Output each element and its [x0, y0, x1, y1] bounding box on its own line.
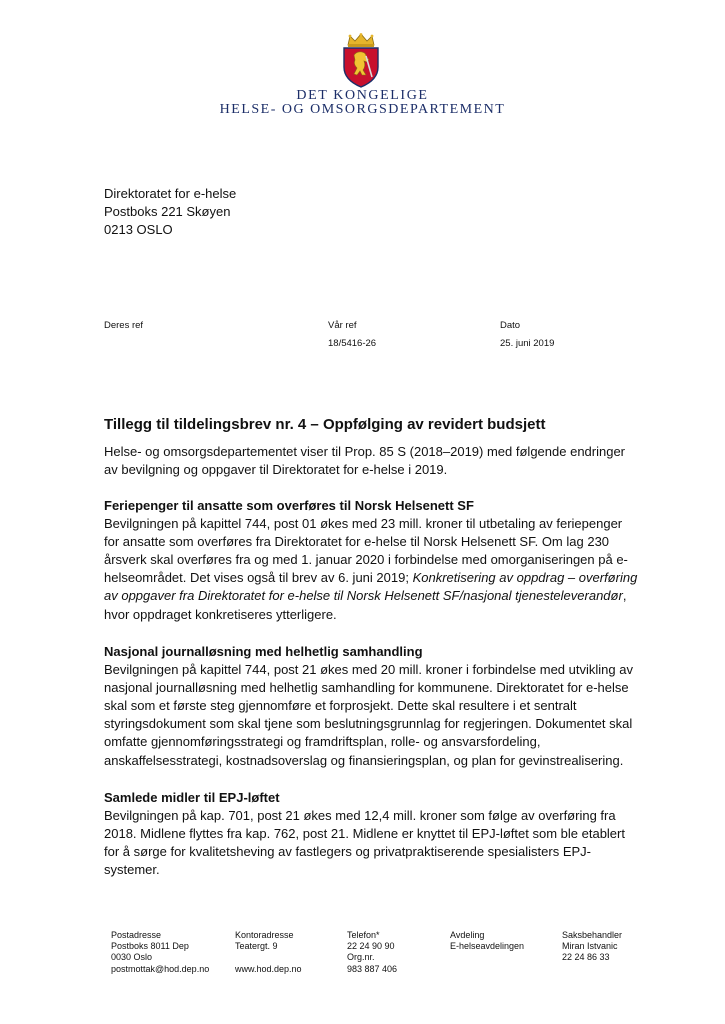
- body-line: 2018. Midlene flyttes fra kap. 762, post 21. Midlene er knyttet til EPJ-løftet som ble etablert: [104, 826, 625, 842]
- section-feriepenger: [104, 497, 649, 624]
- date-value: 25. juni 2019: [500, 338, 555, 349]
- footer-label: Postadresse: [111, 930, 162, 940]
- body-line: Bevilgningen på kapittel 744, post 21 økes med 20 mill. kroner i forbindelse med utvikling av: [104, 662, 633, 678]
- body-text: ,: [622, 588, 627, 604]
- body-line: for ansatte som overføres fra Direktoratet for e-helse til Norsk Helsenett SF. Om lag 230: [104, 534, 610, 550]
- body-line: omfatte gjennomføringsstrategi og framdriftsplan, rolle- og ansvarsfordeling,: [104, 734, 541, 750]
- body-line-mixed: [104, 587, 649, 605]
- body-line: for å sørge for kvalitetsheving av fastlegers og privatpraktiserende spesialisters EPJ-: [104, 844, 591, 860]
- body-line: Bevilgningen på kapittel 744, post 01 økes med 23 mill. kroner til utbetaling av feriepenger: [104, 516, 623, 532]
- section-epj-loeftet: [104, 789, 649, 879]
- footer-label: Saksbehandler: [562, 930, 623, 940]
- deres-ref-label: Deres ref: [104, 320, 144, 331]
- footer-value: 983 887 406: [347, 963, 398, 974]
- ministry-name-line2: HELSE- OG OMSORGSDEPARTEMENT: [219, 102, 506, 117]
- footer-label: Telefon*: [347, 930, 380, 940]
- footer-saksbehandler: [562, 930, 622, 964]
- footer-value: Teatergt. 9: [235, 941, 278, 952]
- var-ref-label: Vår ref: [328, 320, 357, 331]
- body-line-mixed: [104, 569, 649, 587]
- section-heading: Feriepenger til ansatte som overføres til Norsk Helsenett SF: [104, 498, 474, 513]
- body-line: nasjonal journalløsning med helhetlig samhandling for kommunene. Direktoratet for e-helse: [104, 680, 629, 696]
- footer-postadresse: [111, 930, 209, 975]
- footer-label: Avdeling: [450, 930, 485, 940]
- footer-email-link[interactable]: postmottak@hod.dep.no: [111, 963, 210, 974]
- recipient-name: Direktoratet for e-helse: [104, 186, 237, 201]
- italic-reference: av oppgaver fra Direktoratet for e-helse til Norsk Helsenett SF/nasjonal tjenesteleverandør: [104, 588, 623, 604]
- body-line: anskaffelsesstrategi, kostnadsoverslag og finansieringsplan, og plan for gevinstrealisering.: [104, 752, 624, 768]
- recipient-street: Postboks 221 Skøyen: [104, 204, 231, 219]
- footer-label: Kontoradresse: [235, 930, 294, 940]
- body-line: Bevilgningen på kap. 701, post 21 økes med 12,4 mill. kroner som følge av overføring fra: [104, 808, 616, 824]
- body-line: årsverk skal overføres fra og med 1. januar 2020 i forbindelse med omorganiseringen på e-: [104, 552, 628, 568]
- intro-line: Helse- og omsorgsdepartementet viser til Prop. 85 S (2018–2019) med følgende endringer: [104, 444, 626, 459]
- intro-line: av bevilgning og oppgaver til Direktoratet for e-helse i 2019.: [104, 462, 448, 478]
- footer-telefon: [347, 930, 397, 975]
- footer-kontoradresse: [235, 930, 302, 975]
- section-heading: Nasjonal journalløsning med helhetlig samhandling: [104, 644, 423, 659]
- footer-spacer: [235, 952, 302, 963]
- body-line: hvor oppdraget konkretiseres ytterligere.: [104, 606, 337, 622]
- section-journalloesning: [104, 643, 649, 770]
- recipient-postal: 0213 OSLO: [104, 222, 173, 237]
- coat-of-arms-icon: [336, 33, 386, 88]
- body-line: systemer.: [104, 862, 160, 878]
- section-heading: Samlede midler til EPJ-løftet: [104, 790, 280, 805]
- ministry-name-line1: DET KONGELIGE: [296, 88, 429, 103]
- footer-label: Org.nr.: [347, 952, 375, 963]
- letter-title: Tillegg til tildelingsbrev nr. 4 – Oppfølging av revidert budsjett: [104, 416, 546, 433]
- footer-value: 22 24 90 90: [347, 941, 395, 952]
- footer-avdeling: [450, 930, 524, 952]
- footer-value: 22 24 86 33: [562, 952, 610, 963]
- body-line: skal som et første steg gjennomføre et forprosjekt. Dette skal resultere i et sentralt: [104, 698, 577, 714]
- intro-paragraph: [104, 443, 649, 479]
- date-label: Dato: [500, 320, 521, 331]
- footer-value: E-helseavdelingen: [450, 941, 525, 952]
- footer-value: Postboks 8011 Dep: [111, 941, 189, 952]
- body-line: styringsdokument som skal tjene som beslutningsgrunnlag for regjeringen. Dokumentet skal: [104, 716, 633, 732]
- italic-reference: Konkretisering av oppdrag – overføring: [412, 570, 638, 586]
- footer-value: 0030 Oslo: [111, 952, 153, 963]
- var-ref-value: 18/5416-26: [328, 338, 377, 349]
- body-text: helseområdet. Det vises også til brev av 6. juni 2019;: [104, 570, 413, 586]
- footer-value: Miran Istvanic: [562, 941, 618, 952]
- footer-website-link[interactable]: www.hod.dep.no: [235, 963, 302, 974]
